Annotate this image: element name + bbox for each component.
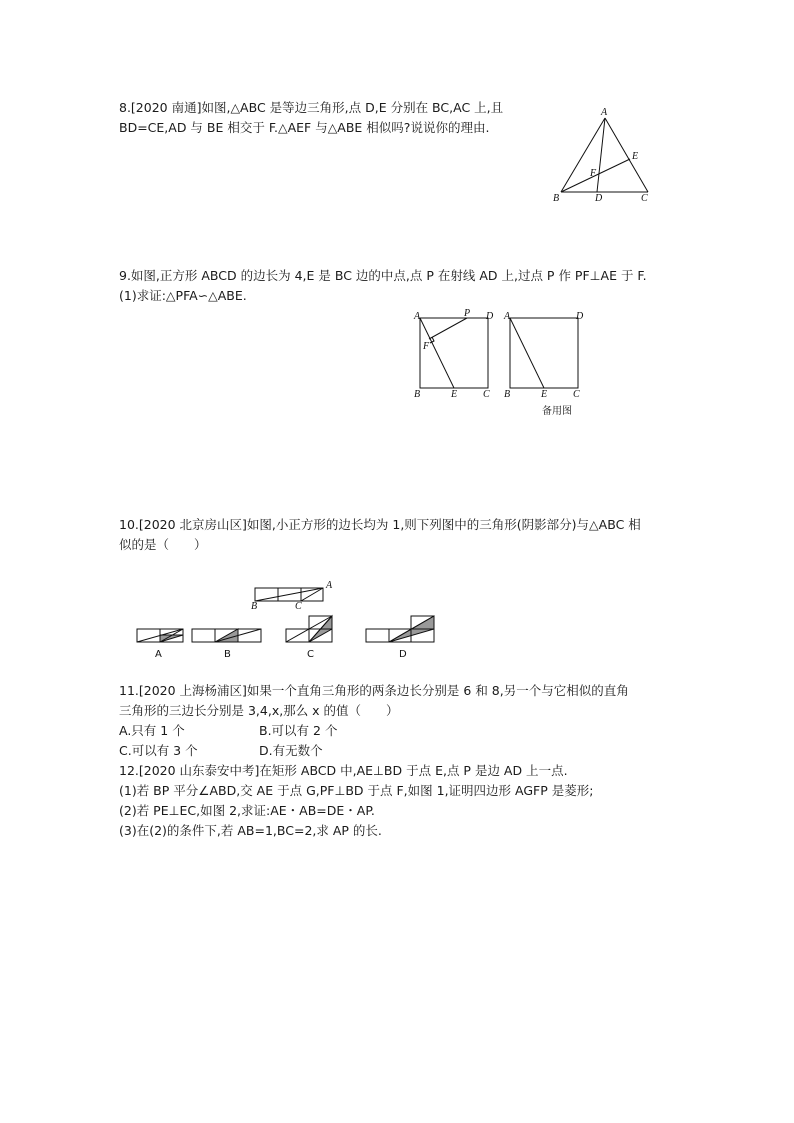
- q9-label-a: A: [414, 311, 421, 322]
- q10-option-c-figure: [286, 616, 332, 642]
- q9-label-p: P: [464, 308, 471, 319]
- q8-label-a: A: [601, 107, 608, 118]
- q12-text-line3: (2)若 PE⊥EC,如图 2,求证:AE・AB=DE・AP.: [119, 803, 375, 818]
- q10-option-c-label: C: [307, 649, 314, 660]
- q12-text-line4: (3)在(2)的条件下,若 AB=1,BC=2,求 AP 的长.: [119, 823, 382, 838]
- q9-spare-label-b: B: [504, 389, 511, 400]
- q12-text-line1: 12.[2020 山东泰安中考]在矩形 ABCD 中,AE⊥BD 于点 E,点 P 是边 AD 上一点.: [119, 763, 568, 778]
- q10-reference-abc: [255, 588, 323, 601]
- q9-text-line2: (1)求证:△PFA∽△ABE.: [119, 288, 247, 303]
- q8-text-line2: BD=CE,AD 与 BE 相交于 F.△AEF 与△ABE 相似吗?说说你的理由.: [119, 120, 490, 135]
- q10-label-b: B: [251, 601, 258, 612]
- q8-side-ac: [605, 118, 648, 192]
- q9-text-line1: 9.如图,正方形 ABCD 的边长为 4,E 是 BC 边的中点,点 P 在射线 AD 上,过点 P 作 PF⊥AE 于 F.: [119, 268, 647, 283]
- q9-spare-label-a: A: [504, 311, 511, 322]
- q11-option-d: D.有无数个: [259, 743, 323, 758]
- q9-spare-caption: 备用图: [542, 406, 572, 417]
- q10-option-d-figure: [366, 616, 434, 642]
- q9-label-c: C: [483, 389, 490, 400]
- q11-option-c: C.可以有 3 个: [119, 743, 198, 758]
- q9-spare-label-e: E: [541, 389, 548, 400]
- q9-spare-label-d: D: [576, 311, 584, 322]
- q10-text-line2: 似的是（ ）: [119, 537, 207, 552]
- q9-label-b: B: [414, 389, 421, 400]
- q9-label-e: E: [451, 389, 458, 400]
- q10-label-a: A: [326, 580, 333, 591]
- q8-label-c: C: [641, 193, 648, 204]
- q10-label-c: C: [295, 601, 302, 612]
- q10-text-line1: 10.[2020 北京房山区]如图,小正方形的边长均为 1,则下列图中的三角形(阴影部分)与△ABC 相: [119, 517, 641, 532]
- q9-label-d: D: [486, 311, 494, 322]
- q8-triangle-figure: [550, 104, 660, 206]
- q10-option-a-figure: [137, 629, 183, 642]
- q11-text-line1: 11.[2020 上海杨浦区]如果一个直角三角形的两条边长分别是 6 和 8,另一个与它相似的直角: [119, 683, 629, 698]
- q11-option-b: B.可以有 2 个: [259, 723, 338, 738]
- q8-label-f: F: [590, 168, 597, 179]
- q9-label-f: F: [423, 341, 430, 352]
- q10-grid-figure: [130, 578, 450, 663]
- q9-spare-label-c: C: [573, 389, 580, 400]
- q8-label-b: B: [553, 193, 560, 204]
- q10-option-b-figure: [192, 629, 261, 642]
- q10-option-d-label: D: [399, 649, 407, 660]
- q8-label-e: E: [632, 151, 639, 162]
- q9-spare-figure: [500, 308, 592, 420]
- q8-text-line1: 8.[2020 南通]如图,△ABC 是等边三角形,点 D,E 分别在 BC,AC 上,且: [119, 100, 504, 115]
- q9-segment-pf: [429, 318, 467, 339]
- q11-text-line2: 三角形的三边长分别是 3,4,x,那么 x 的值（ ）: [119, 703, 399, 718]
- q10-option-b-label: B: [224, 649, 231, 660]
- q8-label-d: D: [595, 193, 603, 204]
- q10-option-a-label: A: [155, 649, 162, 660]
- q9-spare-square: [510, 318, 578, 388]
- q11-option-a: A.只有 1 个: [119, 723, 185, 738]
- q9-square: [420, 318, 488, 388]
- q12-text-line2: (1)若 BP 平分∠ABD,交 AE 于点 G,PF⊥BD 于点 F,如图 1,证明四边形 AGFP 是菱形;: [119, 783, 594, 798]
- q9-spare-segment-ae: [510, 318, 544, 388]
- q9-square-figure: [410, 308, 500, 403]
